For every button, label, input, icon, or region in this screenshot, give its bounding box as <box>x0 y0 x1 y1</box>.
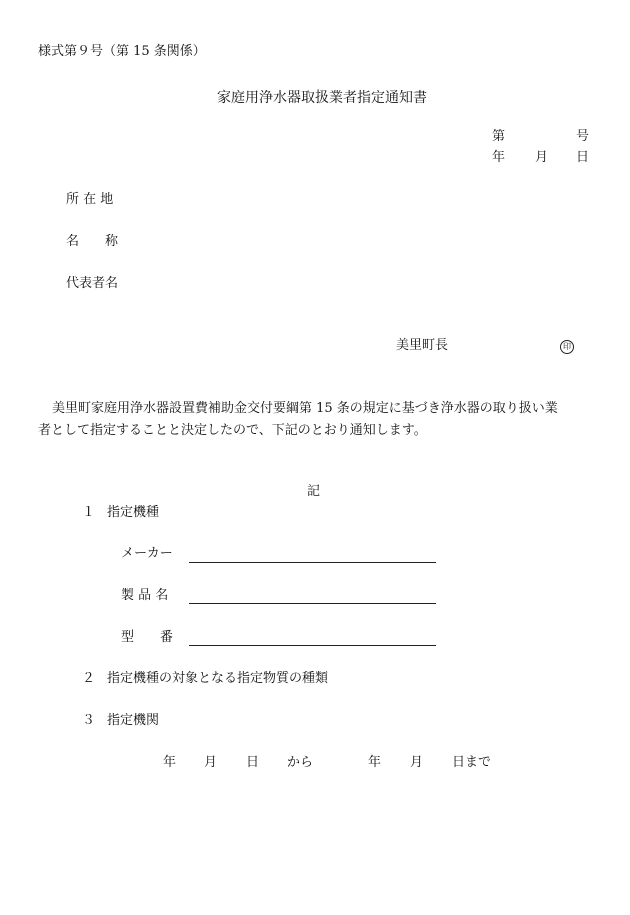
document-title: 家庭用浄水器取扱業者指定通知書 <box>217 90 427 106</box>
item2-label: 指定機種の対象となる指定物質の種類 <box>107 671 329 686</box>
period-from: から <box>287 755 314 770</box>
item1-number: １ <box>82 505 96 520</box>
address-label: 所 在 地 <box>66 192 114 207</box>
issuer-title: 美里町長 <box>396 338 449 353</box>
maker-label: メーカー <box>121 546 173 561</box>
period-from-day: 日 <box>246 755 260 770</box>
product-name-label: 製 品 名 <box>121 588 169 603</box>
ki-heading: 記 <box>307 484 321 499</box>
seal-icon: 印 <box>560 340 574 354</box>
period-to-month: 月 <box>410 755 424 770</box>
date-year: 年 <box>492 150 506 165</box>
period-from-month: 月 <box>204 755 218 770</box>
seal-mark <box>560 338 574 354</box>
body-text-line1: 美里町家庭用浄水器設置費補助金交付要綱第 15 条の規定に基づき浄水器の取り扱い業 <box>52 401 558 416</box>
item2-number: ２ <box>82 671 96 686</box>
period-from-year: 年 <box>163 755 177 770</box>
period-to-year: 年 <box>368 755 382 770</box>
representative-label: 代表者名 <box>66 276 119 291</box>
item3-number: ３ <box>82 713 96 728</box>
date-day: 日 <box>576 150 590 165</box>
name-label: 名 称 <box>66 234 119 249</box>
item3-label: 指定機関 <box>107 713 160 728</box>
body-text-line2: 者として指定することと決定したので、下記のとおり通知します。 <box>38 423 427 438</box>
date-month: 月 <box>535 150 549 165</box>
model-number-field <box>189 645 436 646</box>
doc-number-prefix: 第 <box>492 129 506 144</box>
doc-number-suffix: 号 <box>576 129 590 144</box>
form-number: 様式第９号（第 15 条関係） <box>38 44 206 59</box>
model-number-label: 型 番 <box>121 630 174 645</box>
item1-label: 指定機種 <box>107 505 160 520</box>
period-to-day: 日まで <box>452 755 492 770</box>
product-name-field <box>189 603 436 604</box>
maker-field <box>189 562 436 563</box>
